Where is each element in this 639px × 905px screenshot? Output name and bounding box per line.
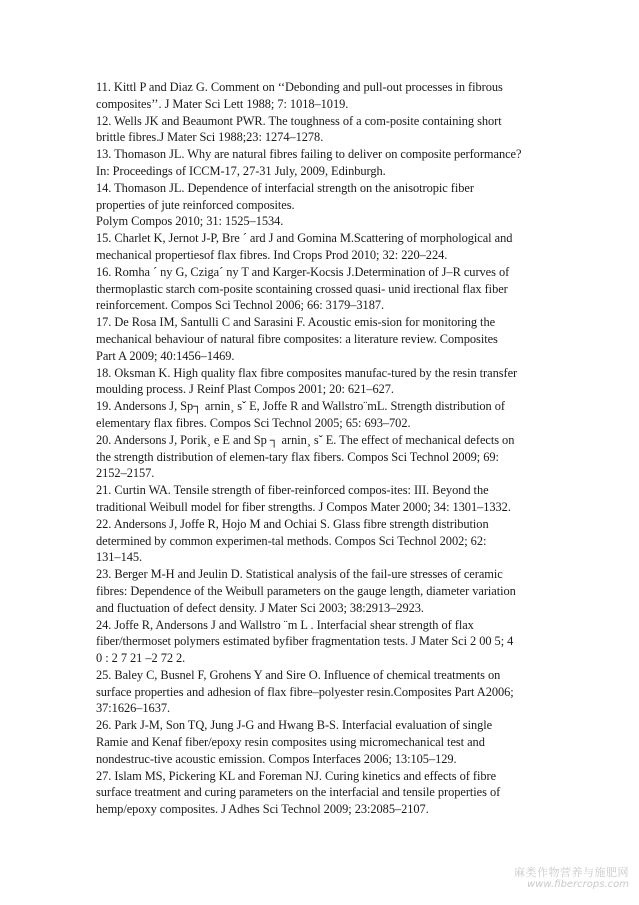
- watermark-name: 麻类作物营养与施肥网: [514, 866, 629, 879]
- reference-item: 27. Islam MS, Pickering KL and Foreman NJ. Curing kinetics and effects of fibre surface treatment and curing parameters on the interfacial and tensile properties of hemp/epoxy composites. J Adhes Sci Technol 2009; 23:2085–2107.: [96, 768, 501, 817]
- site-watermark: [514, 867, 629, 891]
- reference-item: 13. Thomason JL. Why are natural fibres failing to deliver on composite performance? In: Proceedings of ICCM-17, 27-31 July, 2009, Edinburgh.: [96, 147, 522, 178]
- reference-item: 22. Andersons J, Joffe R, Hojo M and Ochiai S. Glass fibre strength distribution determined by common experimen-tal methods. Compos Sci Technol 2002; 62: 131–145.: [96, 516, 489, 565]
- reference-item: 21. Curtin WA. Tensile strength of fiber-reinforced compos-ites: III. Beyond the traditional Weibull model for fiber strengths. J Compos Mater 2000; 34: 1301–1332.: [96, 483, 511, 514]
- reference-item: 11. Kittl P and Diaz G. Comment on ‘‘Debonding and pull-out processes in fibrous composites’’. J Mater Sci Lett 1988; 7: 1018–1019.: [96, 80, 503, 111]
- reference-item: 19. Andersons J, Sp┐ arnin¸ sˇ E, Joffe R and Wallstro¨mL. Strength distribution of elementary flax fibres. Compos Sci Technol 2005; 65: 693–702.: [96, 399, 505, 430]
- watermark-url: www.fibercrops.com: [527, 879, 629, 890]
- reference-item: 12. Wells JK and Beaumont PWR. The toughness of a com-posite containing short brittle fibres.J Mater Sci 1988;23: 1274–1278.: [96, 113, 502, 145]
- reference-item: 17. De Rosa IM, Santulli C and Sarasini F. Acoustic emis-sion for monitoring the mechanical behaviour of natural fibre composites: a literature review. Composites Part A 2009; 40:1456–1469.: [96, 315, 498, 363]
- reference-item: 16. Romha ´ ny G, Cziga´ ny T and Karger-Kocsis J.Determination of J–R curves of thermoplastic starch com-posite scontaining crossed quasi- unid irectional flax fiber reinforcement. Compos Sci Technol 2006; 66: 3179–3187.: [96, 264, 510, 313]
- reference-item: 15. Charlet K, Jernot J-P, Bre ´ ard J and Gomina M.Scattering of morphological and mechanical propertiesof flax fibres. Ind Crops Prod 2010; 32: 220–224.: [96, 231, 513, 262]
- reference-item: 23. Berger M-H and Jeulin D. Statistical analysis of the fail-ure stresses of ceramic fibres: Dependence of the Weibull parameters on the gauge length, diameter variation and fluctuation of defect density. J Mater Sci 2003; 38:2913–2923.: [96, 567, 516, 615]
- reference-item: 24. Joffe R, Andersons J and Wallstro ¨m L . Interfacial shear strength of flax fiber/thermoset polymers estimated byfiber fragmentation tests. J Mater Sci 2 00 5; 4 0 : 2 7 21 –2 72 2.: [96, 617, 514, 666]
- reference-item: 20. Andersons J, Porik¸ e E and Sp ┐ arnin¸ sˇ E. The effect of mechanical defects on the strength distribution of elemen-tary flax fibers. Compos Sci Technol 2009; 69: 2152–2157.: [96, 432, 515, 481]
- reference-list: [96, 79, 566, 818]
- reference-item: 26. Park J-M, Son TQ, Jung J-G and Hwang B-S. Interfacial evaluation of single Ramie and Kenaf fiber/epoxy resin composites using micromechanical test and nondestruc-tive acoustic emission. Compos Interfaces 2006; 13:105–129.: [96, 718, 493, 766]
- reference-item: 18. Oksman K. High quality flax fibre composites manufac-tured by the resin transfer moulding process. J Reinf Plast Compos 2001; 20: 621–627.: [96, 365, 518, 397]
- reference-item: 14. Thomason JL. Dependence of interfacial strength on the anisotropic fiber properties of jute reinforced composites. Polym Compos 2010; 31: 1525–1534.: [96, 180, 474, 229]
- reference-item: 25. Baley C, Busnel F, Grohens Y and Sire O. Influence of chemical treatments on surface properties and adhesion of flax fibre–polyester resin.Composites Part A2006; 37:1626–1637.: [96, 667, 514, 716]
